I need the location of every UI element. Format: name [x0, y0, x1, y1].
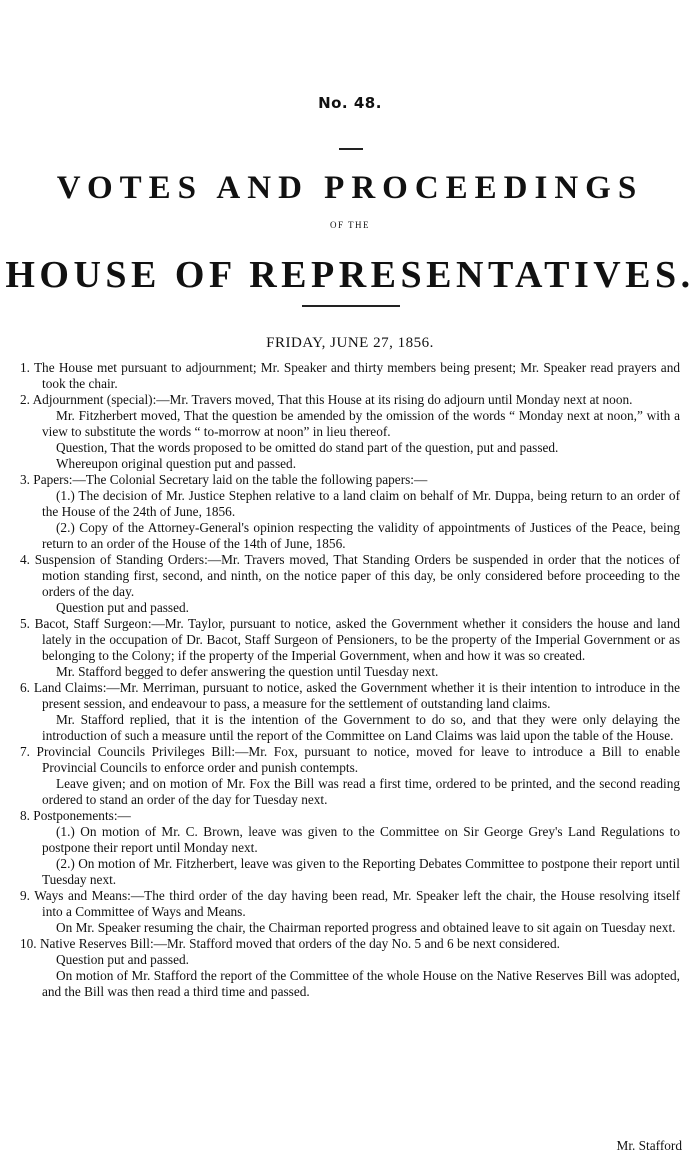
proceeding-item: [20, 360, 680, 392]
item-paragraph: Mr. Stafford replied, that it is the intention of the Government to do so, and that they were only delaying the introduction of such a measure until the report of the Committee on Land Claims was laid upon the table of the House.: [42, 712, 680, 743]
item-paragraph: On motion of Mr. Stafford the report of the Committee of the whole House on the Native Reserves Bill was adopted, and the Bill was then read a third time and passed.: [42, 968, 680, 999]
item-paragraph: (1.) On motion of Mr. C. Brown, leave was given to the Committee on Sir George Grey's Land Regulations to postpone their report until Monday next.: [42, 824, 680, 855]
long-divider: [302, 305, 400, 307]
proceeding-item: [20, 680, 680, 744]
item-paragraph: (2.) Copy of the Attorney-General's opinion respecting the validity of appointments of Justices of the Peace, being return to an order of the House of the 14th of June, 1856.: [42, 520, 680, 551]
item-paragraph: Mr. Stafford begged to defer answering the question until Tuesday next.: [56, 664, 439, 679]
item-heading: 4. Suspension of Standing Orders:—Mr. Travers moved, That Standing Orders be suspended in order that the notices of motion standing first, second, and ninth, on the notice paper of this day, be only considered before proceeding to the orders of the day.: [20, 552, 680, 599]
item-heading: 10. Native Reserves Bill:—Mr. Stafford moved that orders of the day No. 5 and 6 be next considered.: [20, 936, 561, 951]
proceeding-item: [20, 808, 680, 888]
proceeding-item: [20, 888, 680, 936]
proceeding-item: [20, 936, 680, 1000]
item-paragraph: Question put and passed.: [56, 952, 189, 967]
title-votes-and-proceedings: VOTES AND PROCEEDINGS: [56, 170, 644, 206]
item-heading: 1. The House met pursuant to adjournment; Mr. Speaker and thirty members being present; Mr. Speaker read prayers and took the chair.: [20, 360, 680, 391]
proceeding-item: [20, 616, 680, 680]
proceeding-item: [20, 552, 680, 616]
item-paragraph: On Mr. Speaker resuming the chair, the Chairman reported progress and obtained leave to sit again on Tuesday next.: [56, 920, 676, 935]
paper-number: No. 48.: [318, 94, 382, 112]
short-divider: [339, 148, 363, 150]
item-paragraph: Leave given; and on motion of Mr. Fox the Bill was read a first time, ordered to be printed, and the second reading ordered to stand an order of the day for Tuesday next.: [42, 776, 680, 807]
proceeding-item: [20, 472, 680, 552]
item-heading: 7. Provincial Councils Privileges Bill:—Mr. Fox, pursuant to notice, moved for leave to introduce a Bill to enable Provincial Councils to enforce order and punish contempts.: [20, 744, 680, 775]
item-paragraph: Mr. Fitzherbert moved, That the question be amended by the omission of the words “ Monday next at noon,” with a view to substitute the words “ to-morrow at noon” in lieu thereof.: [42, 408, 680, 439]
item-heading: 6. Land Claims:—Mr. Merriman, pursuant to notice, asked the Government whether it is their intention to introduce in the present session, and endeavour to pass, a measure for the settlement of outstanding land claims.: [20, 680, 680, 711]
title-house-of-representatives: HOUSE OF REPRESENTATIVES.: [5, 254, 695, 296]
title-of-the: OF THE: [329, 220, 371, 230]
item-heading: 9. Ways and Means:—The third order of the day having been read, Mr. Speaker left the chair, the House resolving itself into a Committee of Ways and Means.: [20, 888, 680, 919]
item-paragraph: (2.) On motion of Mr. Fitzherbert, leave was given to the Reporting Debates Committee to postpone their report until Tuesday next.: [42, 856, 680, 887]
proceeding-item: [20, 392, 680, 472]
catchword: Mr. Stafford: [616, 1138, 682, 1153]
item-heading: 5. Bacot, Staff Surgeon:—Mr. Taylor, pursuant to notice, asked the Government whether it considers the house and land lately in the occupation of Dr. Bacot, Staff Surgeon of Pensioners, to be the property of the Imperial Government or as belonging to the Colony; if the property of the Imperial Government, when and how it was so created.: [20, 616, 680, 663]
item-heading: 8. Postponements:—: [20, 808, 131, 823]
item-paragraph: Question put and passed.: [56, 600, 189, 615]
proceedings-body: [20, 360, 680, 1000]
item-paragraph: Question, That the words proposed to be omitted do stand part of the question, put and passed.: [56, 440, 559, 455]
sitting-date: FRIDAY, JUNE 27, 1856.: [266, 335, 434, 351]
item-heading: 3. Papers:—The Colonial Secretary laid on the table the following papers:—: [20, 472, 428, 487]
proceeding-item: [20, 744, 680, 808]
item-paragraph: Whereupon original question put and passed.: [56, 456, 297, 471]
item-paragraph: (1.) The decision of Mr. Justice Stephen relative to a land claim on behalf of Mr. Duppa, being return to an order of the House of the 24th of June, 1856.: [42, 488, 680, 519]
item-heading: 2. Adjournment (special):—Mr. Travers moved, That this House at its rising do adjourn until Monday next at noon.: [20, 392, 633, 407]
